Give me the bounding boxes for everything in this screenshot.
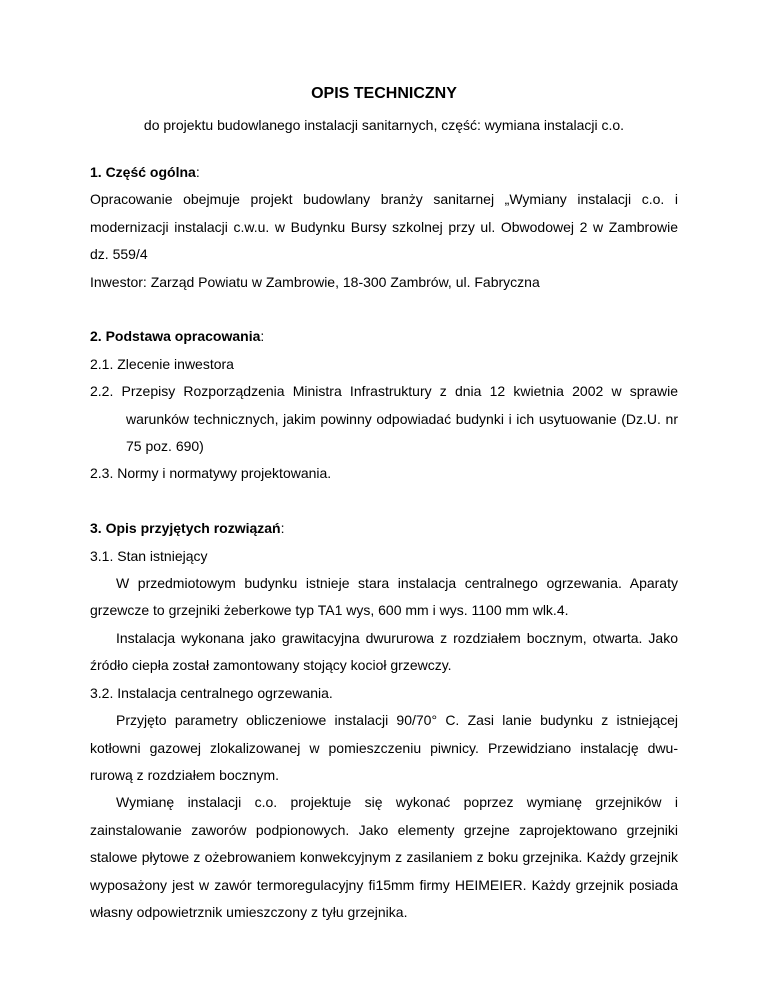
document-title: OPIS TECHNICZNY xyxy=(311,85,457,102)
section-3-2-paragraph: Wymianę instalacji c.o. projektuje się wykonać poprzez wymianę grzejników i zainstalowanie zaworów podpionowych. Jako elementy grzejne zaprojektowano grzejniki stalowe płytowe z ożebrowaniem konwekcyjnym z zasilaniem z boku grzejnika. Każdy grzejnik wyposażony jest w zawór termoregulacyjny fi15mm firmy HEIMEIER. Każdy grzejnik posiada własny odpowietrznik umieszczony z tyłu grzejnika. xyxy=(90,794,678,920)
section-1-paragraph: Opracowanie obejmuje projekt budowlany branży sanitarnej „Wymiany instalacji c.o. i modernizacji instalacji c.w.u. w Budynku Bursy szkolnej przy ul. Obwodowej 2 w Zambrowie dz. 559/4 xyxy=(90,191,678,263)
document-subtitle: do projektu budowlanego instalacji sanitarnych, część: wymiana instalacji c.o. xyxy=(143,117,625,133)
section-3-2-paragraph: Przyjęto parametry obliczeniowe instalacji 90/70° C. Zasi lanie budynku z istniejącej kotłowni gazowej zlokalizowanej w pomieszczeniu piwnicy. Przewidziano instalację dwu-rurową z rozdziałem bocznym. xyxy=(90,712,678,783)
section-2-item: 2.1. Zlecenie inwestora xyxy=(90,355,234,372)
section-3-2-title: 3.2. Instalacja centralnego ogrzewania. xyxy=(90,684,333,701)
section-3-1-title: 3.1. Stan istniejący xyxy=(90,547,208,564)
section-1-investor: Inwestor: Zarząd Powiatu w Zambrowie, 18-300 Zambrów, ul. Fabryczna xyxy=(90,273,540,290)
section-3-1-paragraph: Instalacja wykonana jako grawitacyjna dwururowa z rozdziałem bocznym, otwarta. Jako źródło ciepła został zamontowany stojący kocioł grzewczy. xyxy=(90,629,678,674)
section-2-heading: 2. Podstawa opracowania: xyxy=(90,328,265,345)
section-3-heading: 3. Opis przyjętych rozwiązań: xyxy=(90,520,285,537)
spacer xyxy=(90,488,678,515)
section-2-item: 2.3. Normy i normatywy projektowania. xyxy=(90,465,332,482)
spacer xyxy=(90,296,678,323)
section-3-1-paragraph: W przedmiotowym budynku istnieje stara instalacja centralnego ogrzewania. Aparaty grzewcze to grzejniki żeberkowe typ TA1 wys, 600 mm i wys. 1100 mm wlk.4. xyxy=(90,575,678,619)
document-body xyxy=(90,159,678,926)
section-2-item: 2.2. Przepisy Rozporządzenia Ministra Infrastruktury z dnia 12 kwietnia 2002 w sprawie warunków technicznych, jakim powinny odpowiadać budynki i ich usytuowanie (Dz.U. nr 75 poz. 690) xyxy=(90,383,678,455)
section-1-heading: 1. Część ogólna: xyxy=(90,164,200,180)
